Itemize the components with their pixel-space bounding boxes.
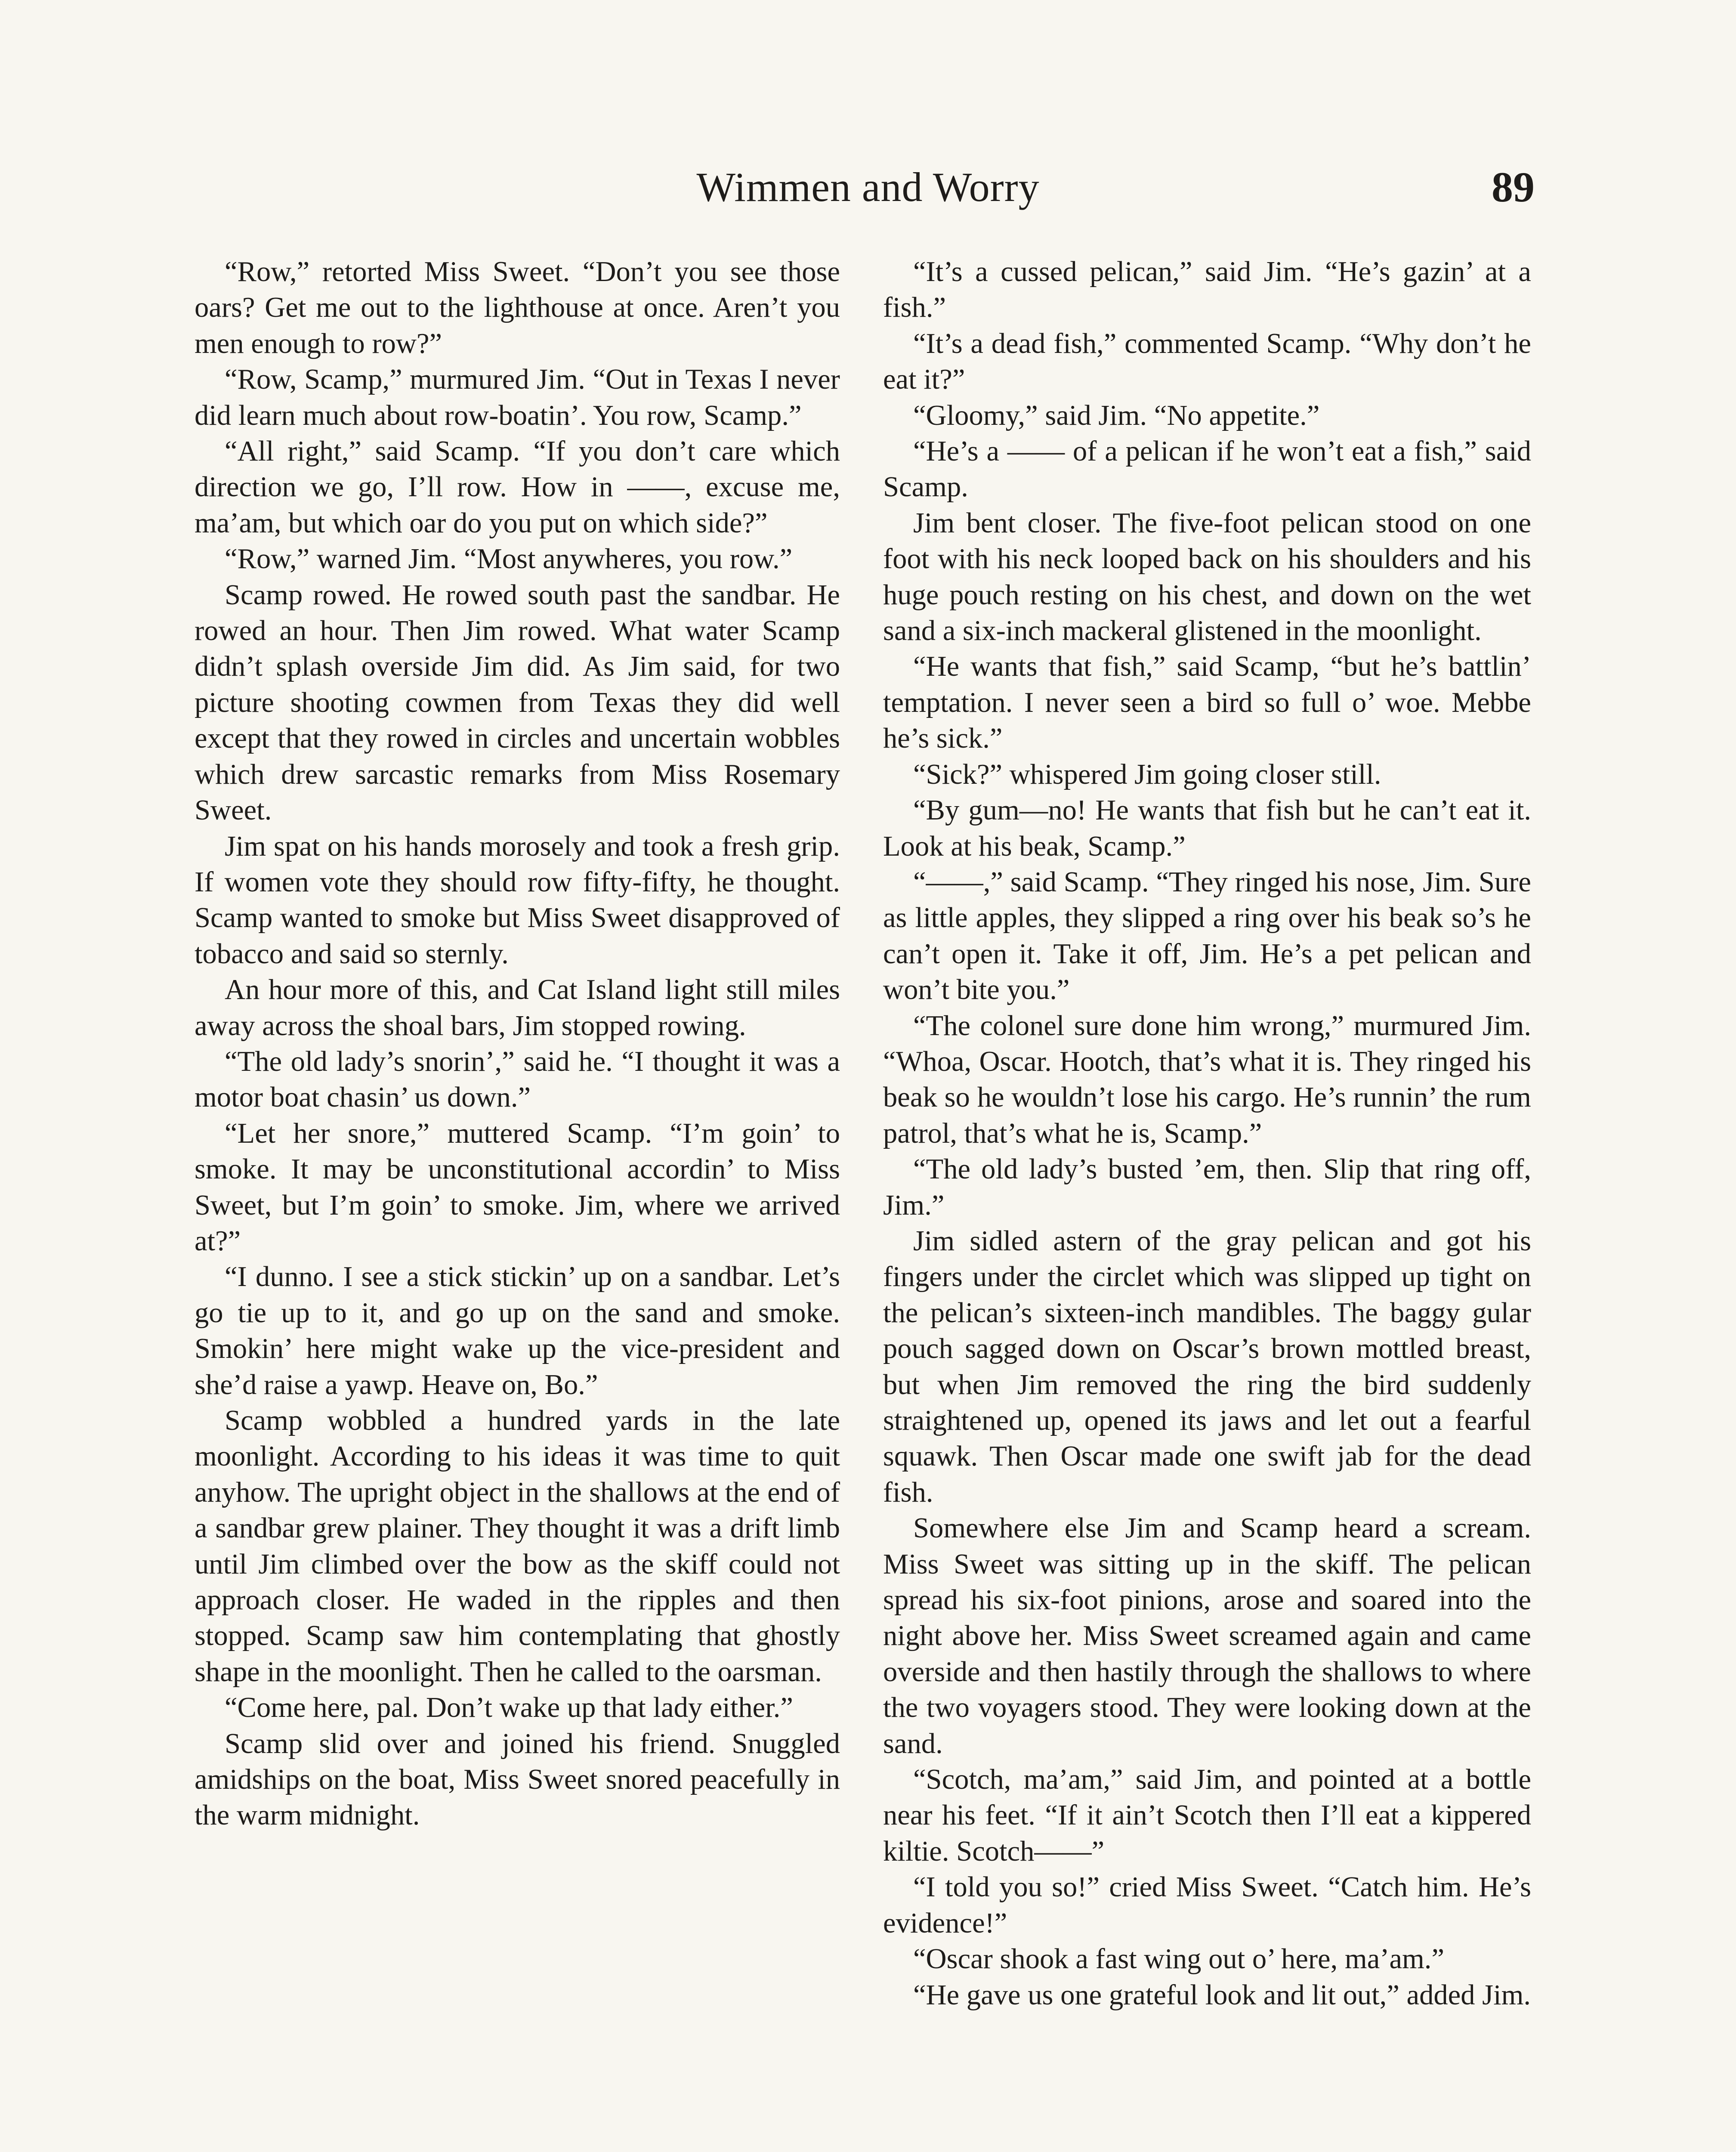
paragraph: An hour more of this, and Cat Island light still miles away across the shoal bars, Jim stopped rowing. — [195, 974, 840, 1042]
paragraph: “It’s a cussed pelican,” said Jim. “He’s gazin’ at a fish.” — [883, 256, 1531, 324]
page-number: 89 — [1492, 163, 1535, 211]
paragraph: “He wants that fish,” said Scamp, “but he’s battlin’ temptation. I never seen a bird so full o’ woe. Mebbe he’s sick.” — [883, 651, 1531, 754]
paragraph: “The old lady’s snorin’,” said he. “I thought it was a motor boat chasin’ us down.” — [195, 1045, 840, 1113]
paragraph: “The old lady’s busted ’em, then. Slip that ring off, Jim.” — [883, 1153, 1531, 1221]
paragraph: “Row,” warned Jim. “Most anywheres, you row.” — [225, 543, 793, 575]
text-column-right — [883, 254, 1531, 2013]
paragraph: “All right,” said Scamp. “If you don’t care which direction we go, I’ll row. How in ——, excuse me, ma’am, but which oar do you put on which side?” — [195, 436, 840, 539]
paragraph: Jim spat on his hands morosely and took a fresh grip. If women vote they should row fifty-fifty, he thought. Scamp wanted to smoke but Miss Sweet disapproved of tobacco and said so sternly. — [195, 830, 840, 970]
paragraph: Scamp rowed. He rowed south past the sandbar. He rowed an hour. Then Jim rowed. What water Scamp didn’t splash overside Jim did. As Jim said, for two picture shooting cowmen from Texas they did well except that they rowed in circles and uncertain wobbles which drew sarcastic remarks from Miss Rosemary Sweet. — [195, 579, 840, 826]
paragraph: “I dunno. I see a stick stickin’ up on a sandbar. Let’s go tie up to it, and go up on the sand and smoke. Smokin’ here might wake up the vice-president and she’d raise a yawp. Heave on, Bo.” — [195, 1261, 840, 1401]
paragraph: “The colonel sure done him wrong,” murmured Jim. “Whoa, Oscar. Hootch, that’s what it is. They ringed his beak so he wouldn’t lose his cargo. He’s runnin’ the rum patrol, that’s what he is, Scamp.” — [883, 1010, 1531, 1149]
paragraph: “Sick?” whispered Jim going closer still. — [913, 758, 1381, 790]
paragraph: Somewhere else Jim and Scamp heard a scream. Miss Sweet was sitting up in the skiff. The pelican spread his six-foot pinions, arose and soared into the night above her. Miss Sweet screamed again and came overside and then hastily through the shallows to where the two voyagers stood. They were looking down at the sand. — [883, 1512, 1531, 1759]
paragraph: “Row, Scamp,” murmured Jim. “Out in Texas I never did learn much about row-boatin’. You row, Scamp.” — [195, 364, 840, 431]
paragraph: “By gum—no! He wants that fish but he can’t eat it. Look at his beak, Scamp.” — [883, 795, 1531, 862]
paragraph: “Row,” retorted Miss Sweet. “Don’t you see those oars? Get me out to the lighthouse at once. Aren’t you men enough to row?” — [195, 256, 840, 359]
paragraph: Jim bent closer. The five-foot pelican stood on one foot with his neck looped back on his shoulders and his huge pouch resting on his chest, and down on the wet sand a six-inch mackeral glistened in the moonlight. — [883, 507, 1531, 647]
chapter-title: Wimmen and Worry — [696, 164, 1040, 210]
paragraph: “I told you so!” cried Miss Sweet. “Catch him. He’s evidence!” — [883, 1871, 1531, 1939]
paragraph: “Gloomy,” said Jim. “No appetite.” — [913, 399, 1320, 431]
paragraph: Scamp slid over and joined his friend. Snuggled amidships on the boat, Miss Sweet snored peacefully in the warm midnight. — [195, 1728, 840, 1831]
paragraph: “He gave us one grateful look and lit out,” added Jim. — [913, 1979, 1531, 2011]
paragraph: “Oscar shook a fast wing out o’ here, ma’am.” — [913, 1943, 1444, 1975]
running-header — [0, 159, 1736, 215]
paragraph: “——,” said Scamp. “They ringed his nose, Jim. Sure as little apples, they slipped a ring over his beak so’s he can’t open it. Take it off, Jim. He’s a pet pelican and won’t bite you.” — [883, 866, 1531, 1006]
paragraph: “It’s a dead fish,” commented Scamp. “Why don’t he eat it?” — [883, 328, 1531, 396]
paragraph: “Scotch, ma’am,” said Jim, and pointed at a bottle near his feet. “If it ain’t Scotch then I’ll eat a kippered kiltie. Scotch——” — [883, 1764, 1531, 1867]
paragraph: “He’s a —— of a pelican if he won’t eat a fish,” said Scamp. — [883, 436, 1531, 503]
paragraph: “Come here, pal. Don’t wake up that lady either.” — [225, 1692, 793, 1724]
paragraph: Jim sidled astern of the gray pelican and got his fingers under the circlet which was slipped up tight on the pelican’s sixteen-inch mandibles. The baggy gular pouch sagged down on Oscar’s brown mottled breast, but when Jim removed the ring the bird suddenly straightened up, opened its jaws and let out a fearful squawk. Then Oscar made one swift jab for the dead fish. — [883, 1225, 1531, 1508]
text-column-left — [195, 254, 840, 1834]
paragraph: “Let her snore,” muttered Scamp. “I’m goin’ to smoke. It may be unconstitutional accordin’ to Miss Sweet, but I’m goin’ to smoke. Jim, where we arrived at?” — [195, 1117, 840, 1257]
paragraph: Scamp wobbled a hundred yards in the late moonlight. According to his ideas it was time to quit anyhow. The upright object in the shallows at the end of a sandbar grew plainer. They thought it was a drift limb until Jim climbed over the bow as the skiff could not approach closer. He waded in the ripples and then stopped. Scamp saw him contemplating that ghostly shape in the moonlight. Then he called to the oarsman. — [195, 1405, 840, 1688]
